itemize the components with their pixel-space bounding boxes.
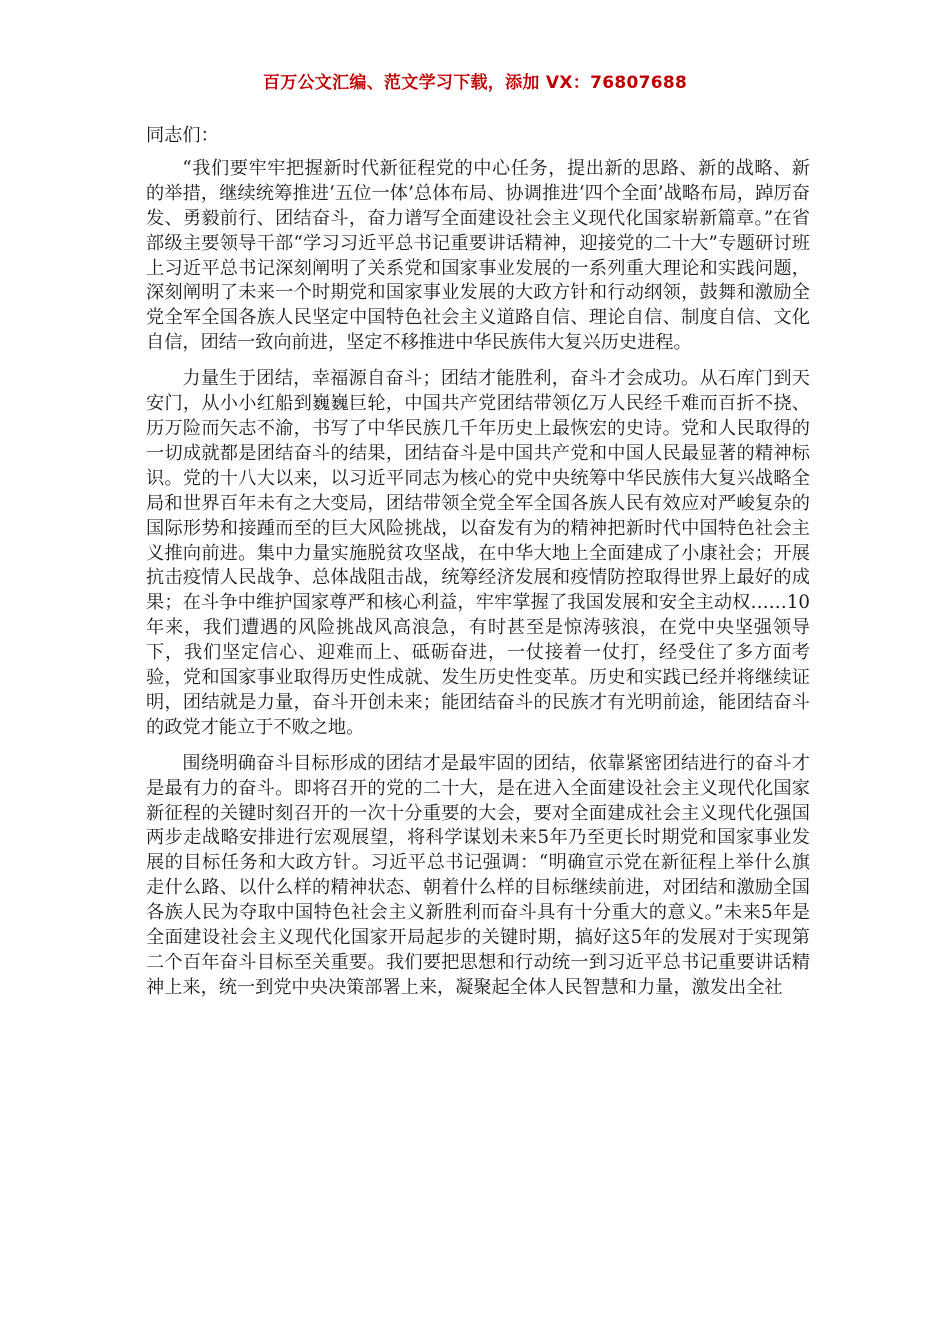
watermark-header: 百万公文汇编、范文学习下载，添加 VX：76807688 [262,73,688,93]
paragraph: 力量生于团结，幸福源自奋斗；团结才能胜利，奋斗才会成功。从石库门到天安门，从小小红船到巍巍巨轮，中国共产党团结带领亿万人民经千难而百折不挠、历万险而矢志不渝，书写了中华民族几千年历史上最恢宏的史诗。党和人民取得的一切成就都是团结奋斗的结果，团结奋斗是中国共产党和中国人民最显著的精神标识。党的十八大以来，以习近平同志为核心的党中央统筹中华民族伟大复兴战略全局和世界百年未有之大变局，团结带领全党全军全国各族人民有效应对严峻复杂的国际形势和接踵而至的巨大风险挑战，以奋发有为的精神把新时代中国特色社会主义推向前进。集中力量实施脱贫攻坚战，在中华大地上全面建成了小康社会；开展抗击疫情人民战争、总体战阻击战，统筹经济发展和疫情防控取得世界上最好的成果；在斗争中维护国家尊严和核心利益，牢牢掌握了我国发展和安全主动权……10年来，我们遭遇的风险挑战风高浪急，有时甚至是惊涛骇浪，在党中央坚强领导下，我们坚定信心、迎难而上、砥砺奋进，一仗接着一仗打，经受住了多方面考验，党和国家事业取得历史性成就、发生历史性变革。历史和实践已经并将继续证明，团结就是力量，奋斗开创未来；能团结奋斗的民族才有光明前途，能团结奋斗的政党才能立于不败之地。 [146,368,810,738]
paragraph: 围绕明确奋斗目标形成的团结才是最牢固的团结，依靠紧密团结进行的奋斗才是最有力的奋斗。即将召开的党的二十大，是在进入全面建设社会主义现代化国家新征程的关键时刻召开的一次十分重要的大会，要对全面建成社会主义现代化强国两步走战略安排进行宏观展望，将科学谋划未来5年乃至更长时期党和国家事业发展的目标任务和大政方针。习近平总书记强调：“明确宣示党在新征程上举什么旗走什么路、以什么样的精神状态、朝着什么样的目标继续前进，对团结和激励全国各族人民为夺取中国特色社会主义新胜利而奋斗具有十分重大的意义。”未来5年是全面建设社会主义现代化国家开局起步的关键时期，搞好这5年的发展对于实现第二个百年奋斗目标至关重要。我们要把思想和行动统一到习近平总书记重要讲话精神上来，统一到党中央决策部署上来，凝聚起全体人民智慧和力量，激发出全社 [146,752,810,998]
salutation: 同志们： [146,125,219,146]
document-body [146,124,810,1012]
paragraph: “我们要牢牢把握新时代新征程党的中心任务，提出新的思路、新的战略、新的举措，继续统筹推进‘五位一体’总体布局、协调推进‘四个全面’战略布局，踔厉奋发、勇毅前行、团结奋斗，奋力谱写全面建设社会主义现代化国家崭新篇章。”在省部级主要领导干部“学习习近平总书记重要讲话精神，迎接党的二十大”专题研讨班上习近平总书记深刻阐明了关系党和国家事业发展的一系列重大理论和实践问题，深刻阐明了未来一个时期党和国家事业发展的大政方针和行动纲领，鼓舞和激励全党全军全国各族人民坚定中国特色社会主义道路自信、理论自信、制度自信、文化自信，团结一致向前进，坚定不移推进中华民族伟大复兴历史进程。 [146,157,810,354]
